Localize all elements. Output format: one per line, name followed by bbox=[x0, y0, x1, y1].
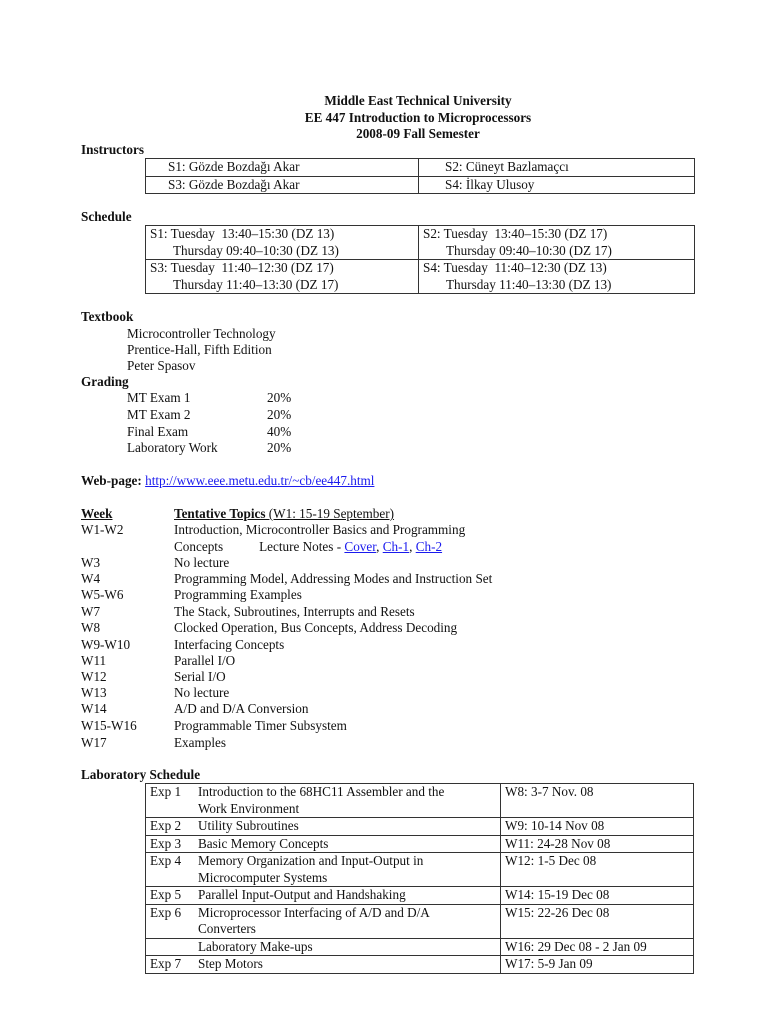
lab-date-cell: W14: 15-19 Dec 08 bbox=[501, 887, 694, 905]
schedule-cell bbox=[419, 226, 695, 260]
table-row bbox=[146, 887, 694, 905]
schedule-table bbox=[145, 225, 695, 294]
table-row bbox=[146, 938, 694, 956]
lab-date-cell: W9: 10-14 Nov 08 bbox=[501, 818, 694, 836]
lab-exp-title-cont: Converters bbox=[198, 921, 256, 936]
lab-exp-cell bbox=[146, 887, 501, 905]
topic-label: A/D and D/A Conversion bbox=[174, 701, 309, 716]
week-label: W5-W6 bbox=[81, 587, 124, 602]
lab-heading: Laboratory Schedule bbox=[81, 767, 201, 782]
table-row bbox=[146, 176, 695, 194]
table-row bbox=[146, 904, 694, 938]
schedule-heading: Schedule bbox=[81, 209, 132, 224]
schedule-line: Thursday 11:40–13:30 (DZ 17) bbox=[173, 276, 339, 292]
instructor-cell: S2: Cüneyt Bazlamaçcı bbox=[419, 159, 695, 177]
lab-exp-number: Exp 4 bbox=[150, 853, 182, 868]
table-row bbox=[146, 853, 694, 887]
topic-label: Clocked Operation, Bus Concepts, Address Decoding bbox=[174, 620, 458, 635]
lab-exp-title: Step Motors bbox=[198, 956, 263, 971]
lab-exp-cell bbox=[146, 956, 501, 974]
lab-exp-number: Exp 6 bbox=[150, 904, 182, 920]
instructor-cell: S3: Gözde Bozdağı Akar bbox=[146, 176, 419, 194]
schedule-line: S2: Tuesday 13:40–15:30 (DZ 17) bbox=[423, 226, 608, 241]
week-label: W17 bbox=[81, 735, 107, 750]
lab-date-cell: W16: 29 Dec 08 - 2 Jan 09 bbox=[501, 938, 694, 956]
lab-exp-title-cont: Microcomputer Systems bbox=[198, 869, 328, 885]
week-label: W4 bbox=[81, 571, 101, 586]
ch2-link[interactable]: Ch-2 bbox=[415, 539, 443, 554]
schedule-line: Thursday 09:40–10:30 (DZ 13) bbox=[173, 242, 339, 258]
grading-item-pct: 40% bbox=[267, 424, 292, 439]
lab-exp-title: Introduction to the 68HC11 Assembler and the bbox=[198, 784, 445, 799]
lab-exp-title: Utility Subroutines bbox=[198, 818, 299, 833]
webpage-line bbox=[81, 473, 374, 489]
schedule-line: Thursday 09:40–10:30 (DZ 17) bbox=[446, 242, 612, 258]
topic-label: Serial I/O bbox=[174, 669, 226, 684]
textbook-heading: Textbook bbox=[81, 309, 134, 324]
lecture-notes-text: Lecture Notes - bbox=[259, 539, 345, 554]
topics-header bbox=[174, 506, 394, 522]
week-label: W12 bbox=[81, 669, 107, 684]
schedule-line: S4: Tuesday 11:40–12:30 (DZ 13) bbox=[423, 260, 607, 275]
lab-exp-cell bbox=[146, 904, 501, 938]
cover-link[interactable]: Cover bbox=[344, 539, 377, 554]
topics-header-note: (W1: 15-19 September) bbox=[265, 506, 395, 521]
lab-date-cell: W11: 24-28 Nov 08 bbox=[501, 835, 694, 853]
webpage-link[interactable]: http://www.eee.metu.edu.tr/~cb/ee447.html bbox=[145, 473, 375, 488]
university-title: Middle East Technical University bbox=[324, 93, 512, 108]
week-label: W15-W16 bbox=[81, 718, 137, 733]
week-label: W8 bbox=[81, 620, 101, 635]
semester-title: 2008-09 Fall Semester bbox=[356, 126, 480, 141]
table-row bbox=[146, 818, 694, 836]
grading-item-name: Laboratory Work bbox=[127, 440, 218, 455]
topic-label: Programming Examples bbox=[174, 587, 302, 602]
lab-exp-cell bbox=[146, 784, 501, 818]
week-label: W1-W2 bbox=[81, 522, 124, 537]
lab-exp-cell bbox=[146, 938, 501, 956]
lab-exp-title: Microprocessor Interfacing of A/D and D/A bbox=[198, 904, 430, 920]
textbook-title: Microcontroller Technology bbox=[127, 326, 276, 341]
grading-item-pct: 20% bbox=[267, 390, 292, 405]
topic-label: Examples bbox=[174, 735, 227, 750]
table-row bbox=[146, 226, 695, 260]
grading-item-name: MT Exam 2 bbox=[127, 407, 191, 422]
schedule-cell bbox=[419, 260, 695, 294]
concepts-text: Concepts bbox=[174, 539, 224, 554]
topic-label: Interfacing Concepts bbox=[174, 637, 285, 652]
table-row bbox=[146, 784, 694, 818]
lab-exp-title-cont: Work Environment bbox=[198, 800, 300, 816]
schedule-line: Thursday 11:40–13:30 (DZ 13) bbox=[446, 276, 612, 292]
instructors-table bbox=[145, 158, 695, 194]
textbook-author: Peter Spasov bbox=[127, 358, 196, 373]
lab-exp-title: Laboratory Make-ups bbox=[198, 938, 313, 954]
lab-exp-number: Exp 5 bbox=[150, 887, 182, 902]
grading-item-pct: 20% bbox=[267, 407, 292, 422]
lab-date-cell: W15: 22-26 Dec 08 bbox=[501, 904, 694, 938]
instructors-heading: Instructors bbox=[81, 142, 145, 157]
topic-label: No lecture bbox=[174, 555, 230, 570]
course-title: EE 447 Introduction to Microprocessors bbox=[304, 110, 532, 125]
table-row bbox=[146, 956, 694, 974]
instructor-cell: S4: İlkay Ulusoy bbox=[419, 176, 695, 194]
week-label: W3 bbox=[81, 555, 101, 570]
week-label: W11 bbox=[81, 653, 107, 668]
lab-exp-title: Memory Organization and Input-Output in bbox=[198, 853, 424, 868]
topic-label: No lecture bbox=[174, 685, 230, 700]
lab-exp-cell bbox=[146, 818, 501, 836]
ch1-link[interactable]: Ch-1 bbox=[382, 539, 410, 554]
table-row bbox=[146, 260, 695, 294]
instructor-cell: S1: Gözde Bozdağı Akar bbox=[146, 159, 419, 177]
schedule-cell bbox=[146, 226, 419, 260]
schedule-cell bbox=[146, 260, 419, 294]
topic-label: The Stack, Subroutines, Interrupts and Resets bbox=[174, 604, 415, 619]
lab-exp-number: Exp 1 bbox=[150, 784, 182, 799]
schedule-line: S1: Tuesday 13:40–15:30 (DZ 13) bbox=[150, 226, 335, 241]
lab-exp-number: Exp 3 bbox=[150, 835, 182, 851]
textbook-publisher: Prentice-Hall, Fifth Edition bbox=[127, 342, 272, 357]
lab-exp-cell bbox=[146, 835, 501, 853]
table-row bbox=[146, 159, 695, 177]
grading-item-pct: 20% bbox=[267, 440, 292, 455]
lecture-notes-line: Concepts Lecture Notes - Cover, Ch-1, Ch-2 bbox=[174, 539, 443, 554]
week-label: W13 bbox=[81, 685, 107, 700]
week-label: W9-W10 bbox=[81, 637, 131, 652]
lab-date-cell: W17: 5-9 Jan 09 bbox=[501, 956, 694, 974]
week-label: W7 bbox=[81, 604, 101, 619]
topics-header-label: Tentative Topics bbox=[174, 506, 266, 521]
table-row bbox=[146, 835, 694, 853]
grading-heading: Grading bbox=[81, 374, 129, 389]
lab-exp-number: Exp 2 bbox=[150, 818, 182, 833]
lab-date-cell: W8: 3-7 Nov. 08 bbox=[501, 784, 694, 818]
grading-item-name: MT Exam 1 bbox=[127, 390, 191, 405]
week-header: Week bbox=[81, 506, 113, 521]
topic-label: Introduction, Microcontroller Basics and Programming bbox=[174, 522, 466, 537]
lab-date-cell: W12: 1-5 Dec 08 bbox=[501, 853, 694, 887]
topic-label: Programmable Timer Subsystem bbox=[174, 718, 347, 733]
lab-table bbox=[145, 783, 694, 974]
week-label: W14 bbox=[81, 701, 107, 716]
lab-exp-title: Parallel Input-Output and Handshaking bbox=[198, 887, 406, 902]
lab-exp-cell bbox=[146, 853, 501, 887]
schedule-line: S3: Tuesday 11:40–12:30 (DZ 17) bbox=[150, 260, 334, 275]
webpage-label: Web-page: bbox=[81, 473, 142, 488]
lab-exp-title: Basic Memory Concepts bbox=[198, 835, 329, 851]
topic-label: Parallel I/O bbox=[174, 653, 236, 668]
grading-item-name: Final Exam bbox=[127, 424, 189, 439]
lab-exp-number: Exp 7 bbox=[150, 956, 182, 971]
topic-label: Programming Model, Addressing Modes and Instruction Set bbox=[174, 571, 493, 586]
